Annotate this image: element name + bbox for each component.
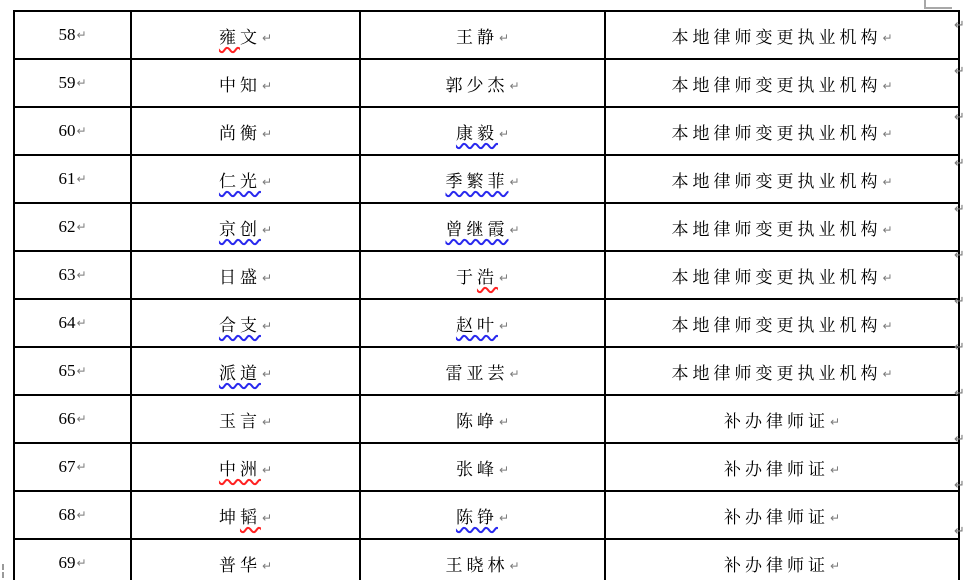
- end-of-row-mark-icon: ↵: [954, 64, 965, 79]
- matter-text: 本地律师变更执业机构: [671, 267, 882, 287]
- crop-mark-top-right-horizontal: [924, 7, 952, 9]
- row-number-text: 66: [58, 409, 76, 428]
- cell-person-name[interactable]: [360, 203, 605, 251]
- text-segment-red-squiggle: 雍: [218, 27, 240, 47]
- text-segment: 普华: [218, 555, 261, 575]
- table-row: [14, 299, 959, 347]
- paragraph-mark-icon: ↵: [882, 174, 893, 189]
- paragraph-mark-icon: ↵: [76, 412, 87, 426]
- paragraph-mark-icon: ↵: [509, 78, 520, 93]
- paragraph-mark-icon: ↵: [261, 366, 273, 381]
- text-segment-red-squiggle: 中洲: [218, 459, 261, 479]
- table-row: [14, 203, 959, 251]
- cell-row-number[interactable]: [14, 59, 131, 107]
- paragraph-mark-icon: ↵: [76, 220, 87, 234]
- paragraph-mark-icon: ↵: [882, 78, 893, 93]
- table-row: [14, 491, 959, 539]
- text-segment: 王静: [455, 27, 498, 47]
- paragraph-mark-icon: ↵: [882, 30, 893, 45]
- text-segment-blue-squiggle: 赵叶: [455, 315, 498, 335]
- table-row: [14, 155, 959, 203]
- paragraph-mark-icon: ↵: [76, 556, 87, 570]
- text-segment: 日盛: [218, 267, 261, 287]
- text-segment-blue-squiggle: 京创: [218, 219, 261, 239]
- text-segment: 陈峥: [455, 411, 498, 431]
- cell-matter[interactable]: [605, 155, 959, 203]
- paragraph-mark-icon: ↵: [261, 558, 273, 573]
- text-segment-blue-squiggle: 派道: [218, 363, 261, 383]
- paragraph-mark-icon: ↵: [882, 222, 893, 237]
- table-row: [14, 251, 959, 299]
- matter-text: 本地律师变更执业机构: [671, 171, 882, 191]
- paragraph-mark-icon: ↵: [76, 268, 87, 282]
- text-segment-red-squiggle: 韬: [239, 507, 261, 527]
- cell-matter[interactable]: [605, 347, 959, 395]
- cell-person-name[interactable]: [360, 155, 605, 203]
- table-row: [14, 443, 959, 491]
- cell-person-name[interactable]: [360, 107, 605, 155]
- cell-person-name[interactable]: [360, 251, 605, 299]
- paragraph-mark-icon: ↵: [882, 318, 893, 333]
- lawyer-records-table-body: [14, 11, 959, 580]
- matter-text: 本地律师变更执业机构: [671, 219, 882, 239]
- paragraph-mark-icon: ↵: [261, 30, 273, 45]
- cell-person-name[interactable]: [360, 395, 605, 443]
- end-of-row-mark-icon: ↵: [954, 294, 965, 309]
- end-of-row-mark-icon: ↵: [954, 156, 965, 171]
- cell-matter[interactable]: [605, 491, 959, 539]
- cell-firm-name[interactable]: [131, 443, 360, 491]
- text-segment: 雷亚芸: [445, 363, 509, 383]
- cell-matter[interactable]: [605, 203, 959, 251]
- text-segment: 文: [239, 27, 261, 47]
- cell-person-name[interactable]: [360, 347, 605, 395]
- paragraph-mark-icon: ↵: [261, 462, 273, 477]
- text-segment: 郭少杰: [445, 75, 509, 95]
- end-of-row-mark-icon: ↵: [954, 248, 965, 263]
- paragraph-mark-icon: ↵: [509, 366, 520, 381]
- paragraph-mark-icon: ↵: [261, 174, 273, 189]
- paragraph-mark-icon: ↵: [829, 558, 841, 573]
- cell-matter[interactable]: [605, 59, 959, 107]
- text-segment-blue-squiggle: 康毅: [455, 123, 498, 143]
- paragraph-mark-icon: ↵: [76, 364, 87, 378]
- paragraph-mark-icon: ↵: [76, 124, 87, 138]
- cell-person-name[interactable]: [360, 443, 605, 491]
- cell-firm-name[interactable]: [131, 347, 360, 395]
- paragraph-mark-icon: ↵: [498, 318, 510, 333]
- paragraph-mark-icon: ↵: [261, 222, 273, 237]
- matter-text: 本地律师变更执业机构: [671, 123, 882, 143]
- paragraph-mark-icon: ↵: [829, 414, 841, 429]
- matter-text: 补办律师证: [723, 459, 829, 479]
- paragraph-mark-icon: ↵: [498, 30, 510, 45]
- row-number-text: 69: [58, 553, 76, 572]
- text-segment-blue-squiggle: 曾继霞: [445, 219, 509, 239]
- end-of-row-mark-icon: ↵: [954, 110, 965, 125]
- matter-text: 本地律师变更执业机构: [671, 27, 882, 47]
- row-number-text: 65: [58, 361, 76, 380]
- cell-row-number[interactable]: [14, 347, 131, 395]
- paragraph-mark-icon: ↵: [498, 414, 510, 429]
- cell-row-number[interactable]: [14, 395, 131, 443]
- cell-row-number[interactable]: [14, 491, 131, 539]
- text-segment-blue-squiggle: 季繁菲: [445, 171, 509, 191]
- cell-matter[interactable]: [605, 251, 959, 299]
- paragraph-mark-icon: ↵: [829, 510, 841, 525]
- text-segment: 张峰: [455, 459, 498, 479]
- row-number-text: 64: [58, 313, 76, 332]
- lawyer-records-table: [13, 10, 960, 580]
- crop-mark-bottom-left-dash-2: [2, 572, 4, 578]
- cell-matter[interactable]: [605, 443, 959, 491]
- text-segment: 王晓林: [445, 555, 509, 575]
- paragraph-mark-icon: ↵: [261, 414, 273, 429]
- cell-matter[interactable]: [605, 299, 959, 347]
- cell-row-number[interactable]: [14, 443, 131, 491]
- paragraph-mark-icon: ↵: [498, 270, 510, 285]
- cell-matter[interactable]: [605, 395, 959, 443]
- cell-person-name[interactable]: [360, 299, 605, 347]
- paragraph-mark-icon: ↵: [498, 510, 510, 525]
- table-row: [14, 347, 959, 395]
- matter-text: 本地律师变更执业机构: [671, 315, 882, 335]
- cell-firm-name[interactable]: [131, 395, 360, 443]
- paragraph-mark-icon: ↵: [76, 28, 87, 42]
- cell-row-number[interactable]: [14, 251, 131, 299]
- cell-firm-name[interactable]: [131, 107, 360, 155]
- row-number-text: 58: [58, 25, 76, 44]
- text-segment: 玉言: [218, 411, 261, 431]
- end-of-row-mark-icon: ↵: [954, 478, 965, 493]
- row-number-text: 59: [58, 73, 76, 92]
- cell-firm-name[interactable]: [131, 59, 360, 107]
- paragraph-mark-icon: ↵: [261, 126, 273, 141]
- row-number-text: 61: [58, 169, 76, 188]
- paragraph-mark-icon: ↵: [509, 174, 520, 189]
- cell-matter[interactable]: [605, 539, 959, 580]
- cell-matter[interactable]: [605, 11, 959, 59]
- row-number-text: 63: [58, 265, 76, 284]
- cell-person-name[interactable]: [360, 539, 605, 580]
- cell-person-name[interactable]: [360, 491, 605, 539]
- table-row: [14, 107, 959, 155]
- table-row: [14, 59, 959, 107]
- end-of-row-mark-icon: ↵: [954, 524, 965, 539]
- end-of-row-mark-icon: ↵: [954, 340, 965, 355]
- text-segment-red-squiggle: 浩: [476, 267, 498, 287]
- end-of-row-mark-icon: ↵: [954, 202, 965, 217]
- paragraph-mark-icon: ↵: [882, 366, 893, 381]
- row-number-text: 67: [58, 457, 76, 476]
- cell-row-number[interactable]: [14, 539, 131, 580]
- text-segment: 中知: [218, 75, 261, 95]
- end-of-row-mark-icon: ↵: [954, 386, 965, 401]
- paragraph-mark-icon: ↵: [498, 462, 510, 477]
- cell-firm-name[interactable]: [131, 11, 360, 59]
- paragraph-mark-icon: ↵: [509, 222, 520, 237]
- text-segment-blue-squiggle: 合支: [218, 315, 261, 335]
- paragraph-mark-icon: ↵: [882, 270, 893, 285]
- text-segment: 尚衡: [218, 123, 261, 143]
- matter-text: 补办律师证: [723, 411, 829, 431]
- table-row: [14, 11, 959, 59]
- cell-row-number[interactable]: [14, 155, 131, 203]
- paragraph-mark-icon: ↵: [882, 126, 893, 141]
- paragraph-mark-icon: ↵: [76, 508, 87, 522]
- table-row: [14, 395, 959, 443]
- cell-firm-name[interactable]: [131, 491, 360, 539]
- cell-row-number[interactable]: [14, 11, 131, 59]
- paragraph-mark-icon: ↵: [261, 318, 273, 333]
- paragraph-mark-icon: ↵: [261, 510, 273, 525]
- cell-firm-name[interactable]: [131, 203, 360, 251]
- cell-matter[interactable]: [605, 107, 959, 155]
- matter-text: 本地律师变更执业机构: [671, 75, 882, 95]
- cell-firm-name[interactable]: [131, 539, 360, 580]
- paragraph-mark-icon: ↵: [261, 78, 273, 93]
- paragraph-mark-icon: ↵: [829, 462, 841, 477]
- text-segment-blue-squiggle: 陈铮: [455, 507, 498, 527]
- matter-text: 补办律师证: [723, 507, 829, 527]
- paragraph-mark-icon: ↵: [76, 76, 87, 90]
- paragraph-mark-icon: ↵: [498, 126, 510, 141]
- cell-person-name[interactable]: [360, 11, 605, 59]
- paragraph-mark-icon: ↵: [261, 270, 273, 285]
- text-segment: 于: [455, 267, 477, 287]
- matter-text: 本地律师变更执业机构: [671, 363, 882, 383]
- paragraph-mark-icon: ↵: [76, 172, 87, 186]
- text-segment-blue-squiggle: 仁光: [218, 171, 261, 191]
- paragraph-mark-icon: ↵: [76, 460, 87, 474]
- text-segment: 坤: [218, 507, 240, 527]
- row-number-text: 60: [58, 121, 76, 140]
- end-of-row-mark-icon: ↵: [954, 432, 965, 447]
- crop-mark-bottom-left-dash-1: [2, 564, 4, 570]
- row-number-text: 62: [58, 217, 76, 236]
- cell-firm-name[interactable]: [131, 155, 360, 203]
- end-of-row-mark-icon: ↵: [954, 18, 965, 33]
- cell-row-number[interactable]: [14, 107, 131, 155]
- matter-text: 补办律师证: [723, 555, 829, 575]
- cell-person-name[interactable]: [360, 59, 605, 107]
- table-row: [14, 539, 959, 580]
- paragraph-mark-icon: ↵: [76, 316, 87, 330]
- cell-row-number[interactable]: [14, 299, 131, 347]
- cell-firm-name[interactable]: [131, 251, 360, 299]
- paragraph-mark-icon: ↵: [509, 558, 520, 573]
- row-number-text: 68: [58, 505, 76, 524]
- cell-row-number[interactable]: [14, 203, 131, 251]
- cell-firm-name[interactable]: [131, 299, 360, 347]
